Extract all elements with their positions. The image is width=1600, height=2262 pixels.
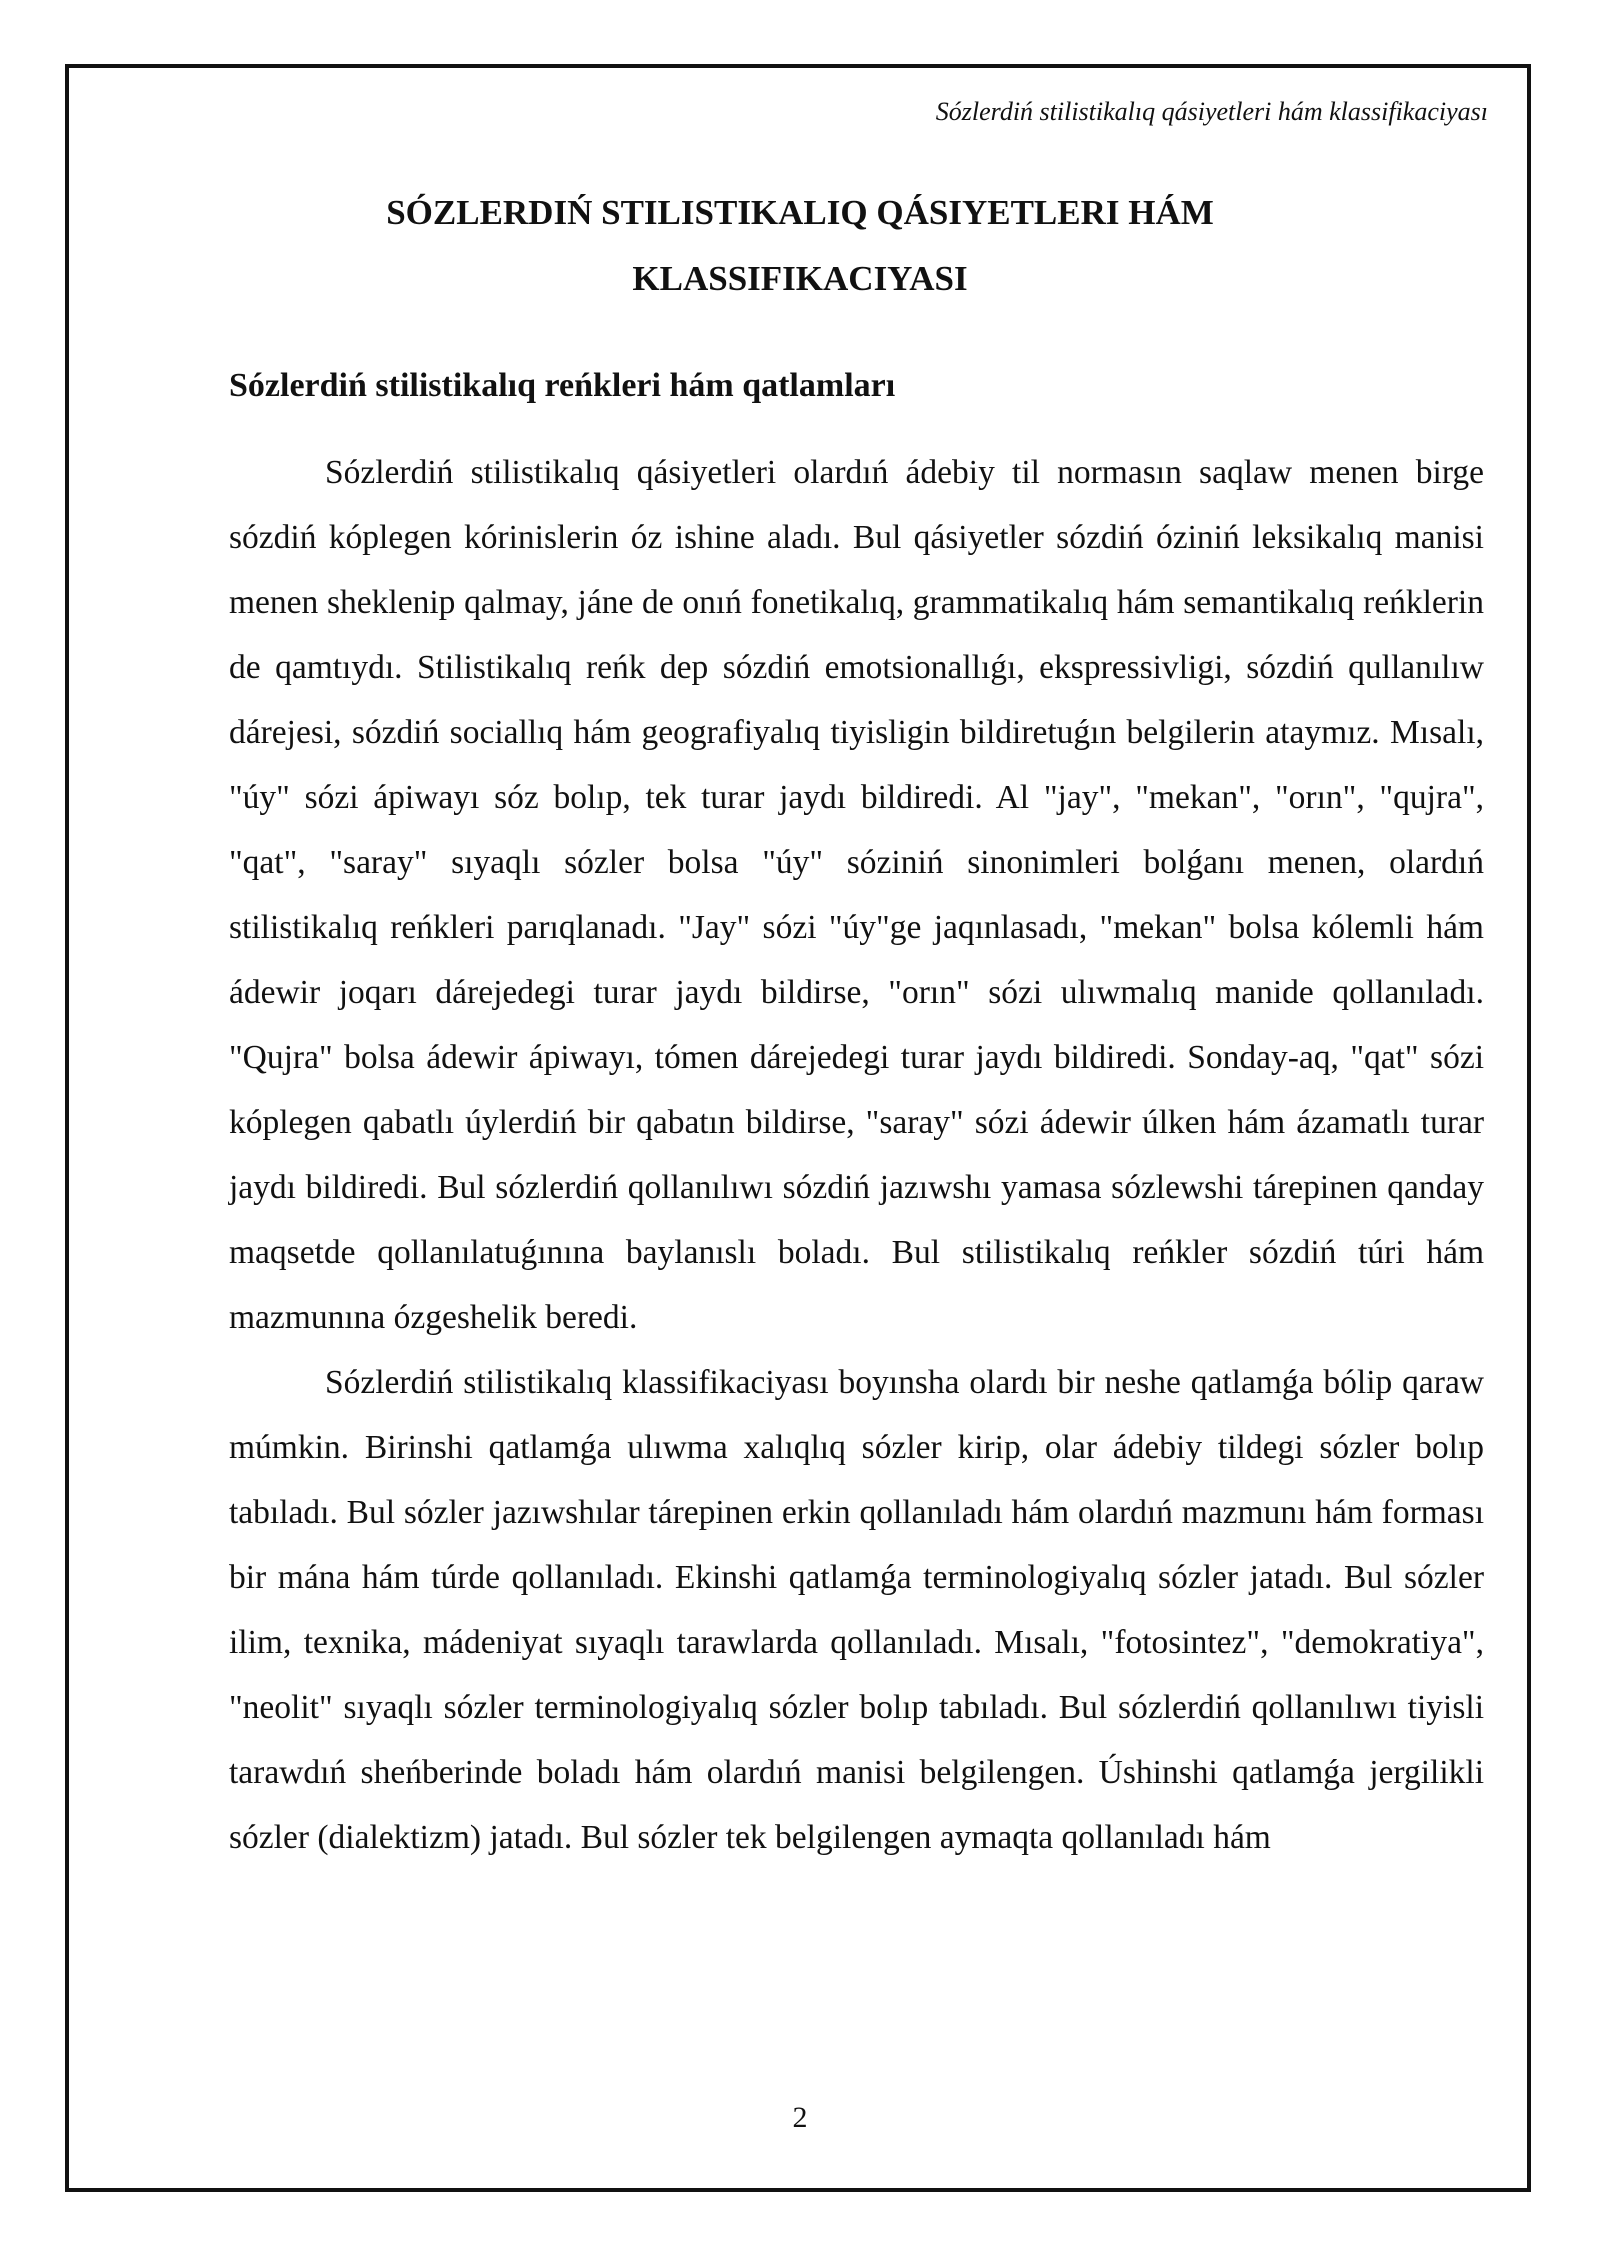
document-title-line-1: SÓZLERDIŃ STILISTIKALIQ QÁSIYETLERI HÁM xyxy=(386,193,1214,232)
section-heading: Sózlerdiń stilistikalıq reńkleri hám qatlamları xyxy=(229,367,896,404)
body-text xyxy=(229,440,1484,1870)
page-number: 2 xyxy=(792,2101,808,2134)
running-header: Sózlerdiń stilistikalıq qásiyetleri hám klassifikaciyası xyxy=(935,97,1488,126)
paragraph-1: Sózlerdiń stilistikalıq qásiyetleri olardıń ádebiy til normasın saqlaw menen birge sózdiń kóplegen kórinislerin óz ishine aladı. Bul qásiyetler sózdiń óziniń leksikalıq manisi menen sheklenip qalmay, jáne de onıń fonetikalıq, grammatikalıq hám semantikalıq reńklerin de qamtıydı. Stilistikalıq reńk dep sózdiń emotsionallıǵı, ekspressivligi, sózdiń qullanılıw dárejesi, sózdiń sociallıq hám geografiyalıq tiyisligin bildiretuǵın belgilerin ataymız. Mısalı, "úy" sózi ápiwayı sóz bolıp, tek turar jaydı bildiredi. Al "jay", "mekan", "orın", "qujra", "qat", "saray" sıyaqlı sózler bolsa "úy" sóziniń sinonimleri bolǵanı menen, olardıń stilistikalıq reńkleri parıqlanadı. "Jay" sózi "úy"ge jaqınlasadı, "mekan" bolsa kólemli hám ádewir joqarı dárejedegi turar jaydı bildirse, "orın" sózi ulıwmalıq manide qollanıladı. "Qujra" bolsa ádewir ápiwayı, tómen dárejedegi turar jaydı bildiredi. Sonday-aq, "qat" sózi kóplegen qabatlı úylerdiń bir qabatın bildirse, "saray" sózi ádewir úlken hám ázamatlı turar jaydı bildiredi. Bul sózlerdiń qollanılıwı sózdiń jazıwshı yamasa sózlewshi tárepinen qanday maqsetde qollanılatuǵınına baylanıslı boladı. Bul stilistikalıq reńkler sózdiń túri hám mazmunına ózgeshelik beredi. xyxy=(229,454,1484,1336)
document-title-line-2: KLASSIFIKACIYASI xyxy=(632,259,968,298)
paragraph-2: Sózlerdiń stilistikalıq klassifikaciyası boyınsha olardı bir neshe qatlamǵa bólip qaraw múmkin. Birinshi qatlamǵa ulıwma xalıqlıq sózler kirip, olar ádebiy tildegi sózler bolıp tabıladı. Bul sózler jazıwshılar tárepinen erkin qollanıladı hám olardıń mazmunı hám forması bir mána hám túrde qollanıladı. Ekinshi qatlamǵa terminologiyalıq sózler jatadı. Bul sózler ilim, texnika, mádeniyat sıyaqlı tarawlarda qollanıladı. Mısalı, "fotosintez", "demokratiya", "neolit" sıyaqlı sózler terminologiyalıq sózler bolıp tabıladı. Bul sózlerdiń qollanılıwı tiyisli tarawdıń sheńberinde boladı hám olardıń manisi belgilengen. Úshinshi qatlamǵa jergilikli sózler (dialektizm) jatadı. Bul sózler tek belgilengen aymaqta qollanıladı hám xyxy=(229,1364,1484,1856)
document-title xyxy=(229,180,1371,312)
